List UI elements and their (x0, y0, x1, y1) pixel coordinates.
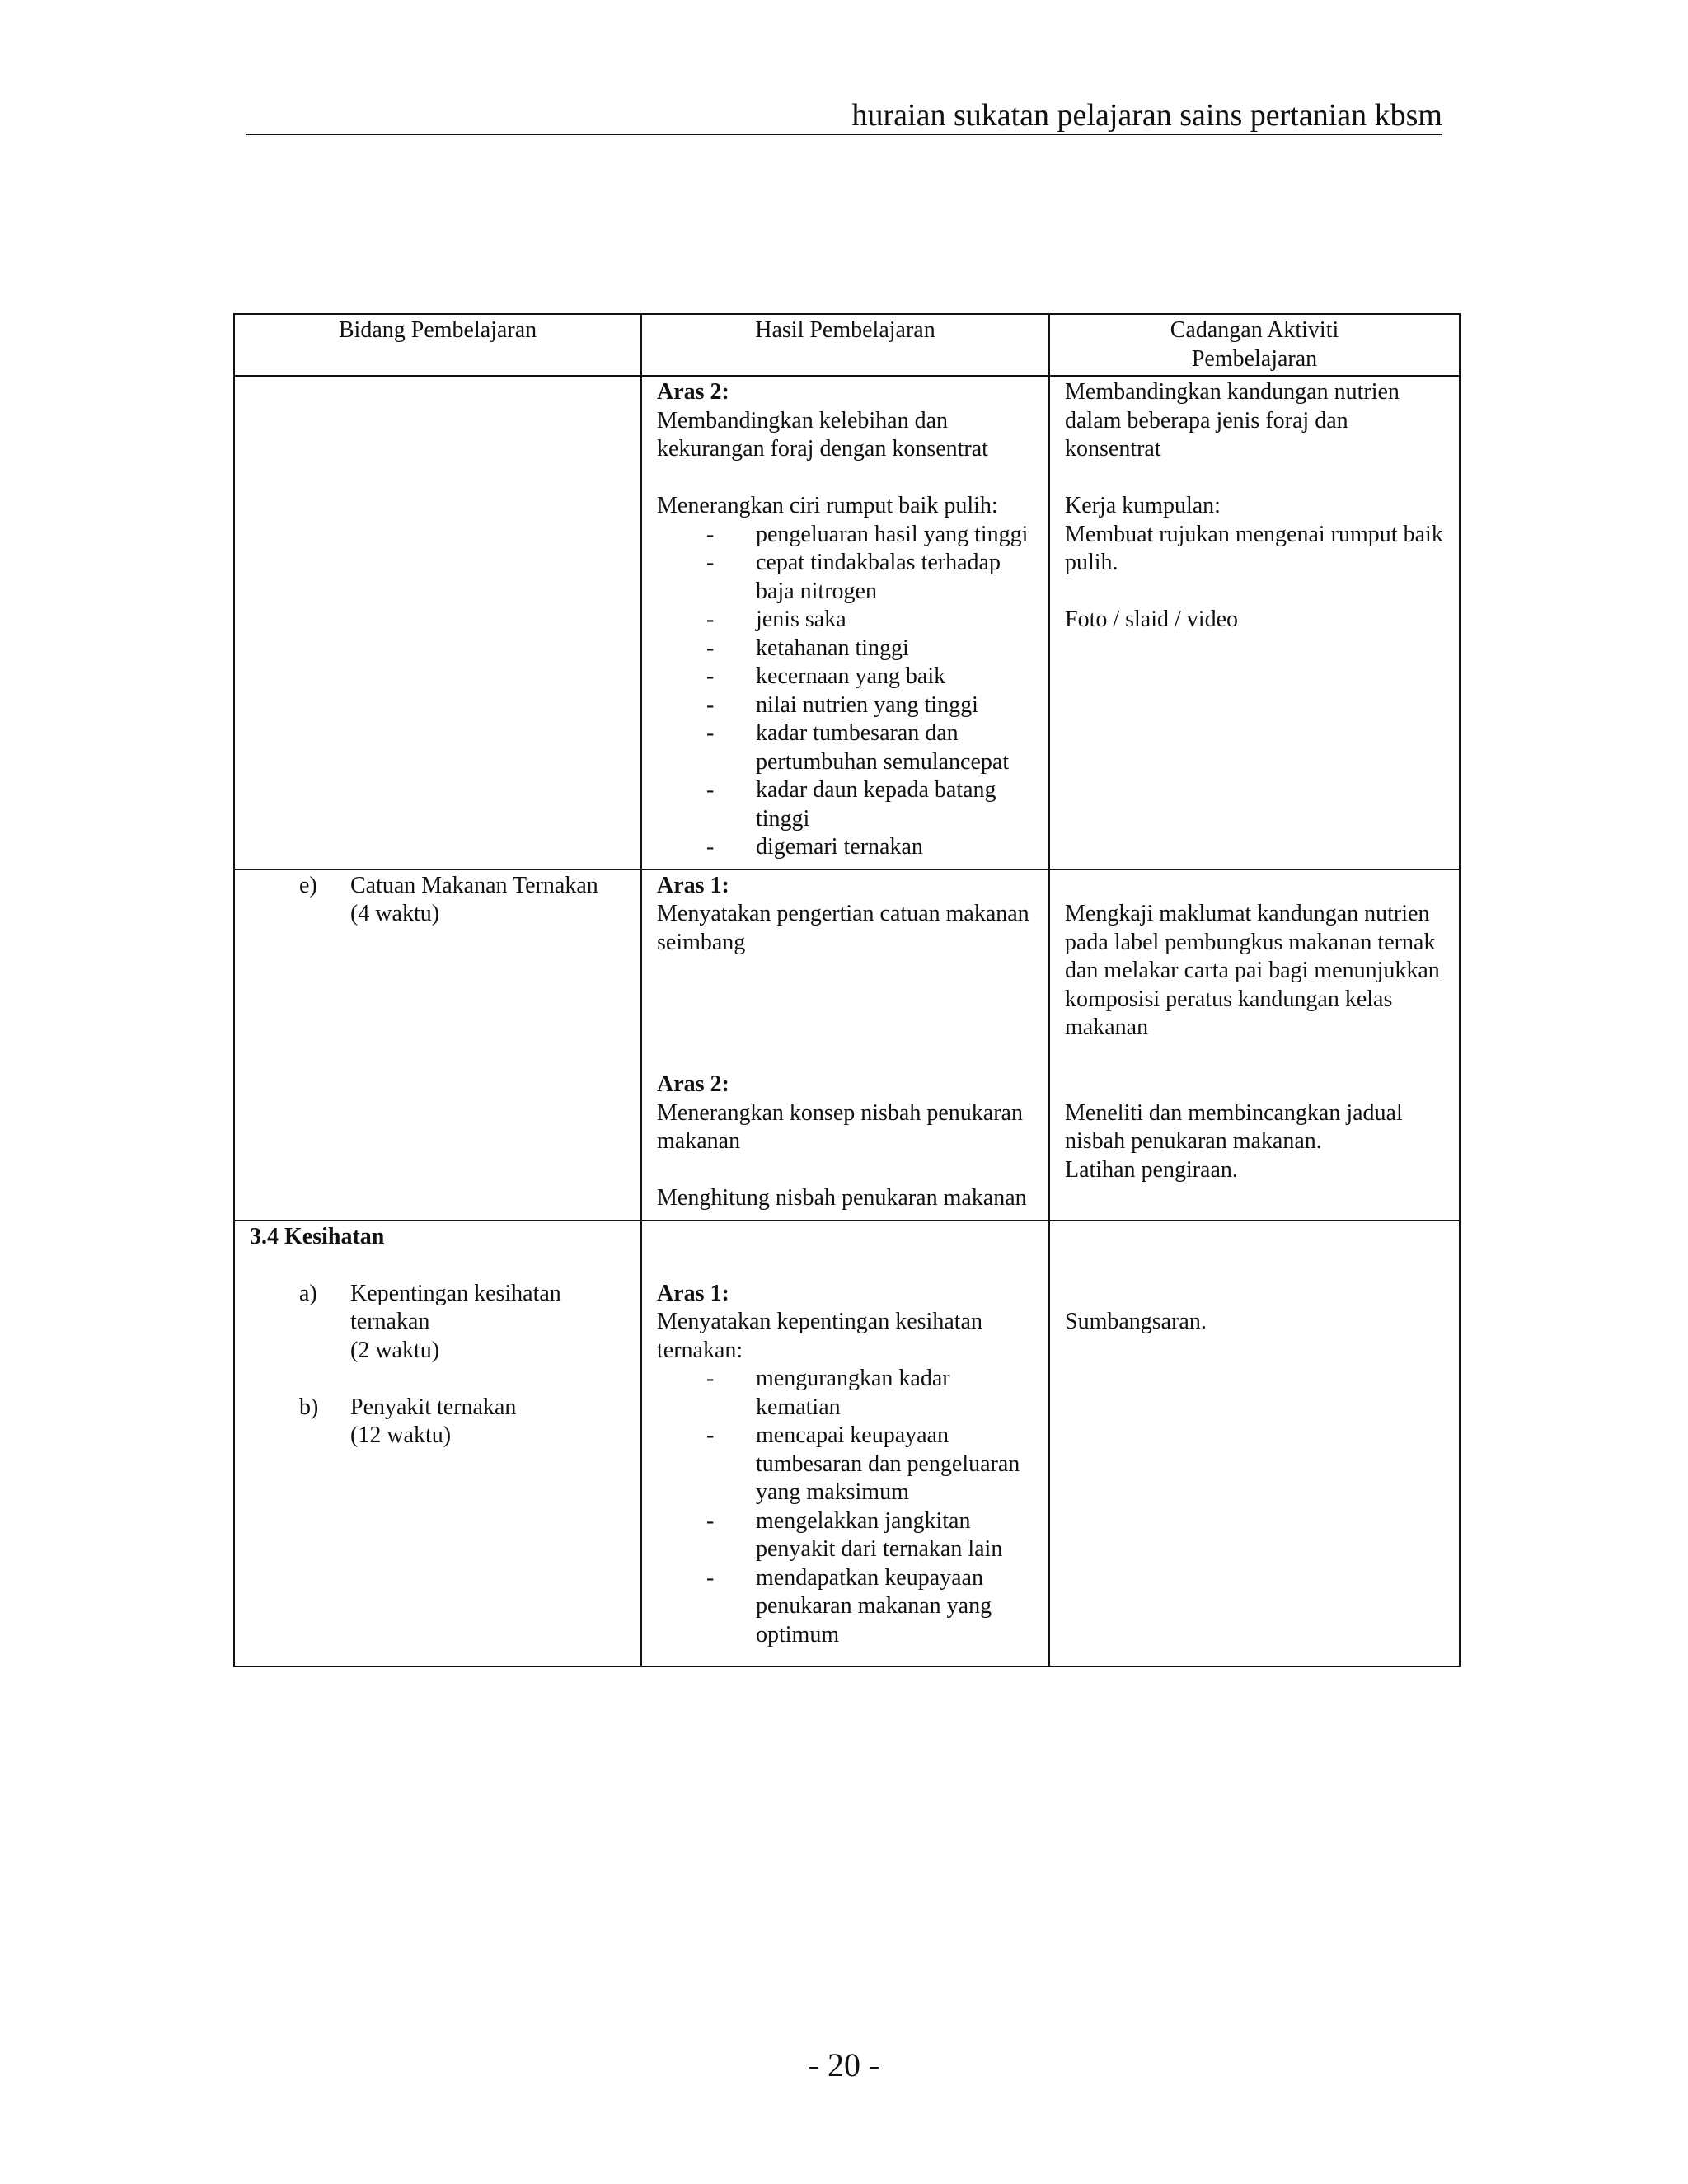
list-item: - jenis saka (657, 606, 1034, 635)
page-header (246, 97, 1442, 135)
topic-marker: b) (299, 1394, 319, 1420)
aras-label: Aras 2: (657, 1071, 729, 1097)
list-item: - mengurangkan kadar kematian (657, 1365, 1034, 1422)
list-item: - cepat tindakbalas terhadap baja nitrogen (657, 549, 1034, 606)
column-header-bidang: Bidang Pembelajaran (234, 314, 641, 376)
cell-hasil (641, 376, 1049, 869)
list-item: - kadar tumbesaran dan pertumbuhan semulancepat (657, 719, 1034, 776)
topic-time: (2 waktu) (350, 1337, 440, 1363)
aktiviti-text: Meneliti dan membincangkan jadual nisbah penukaran makanan. (1065, 1099, 1403, 1154)
table-header-row (234, 314, 1460, 376)
topic-marker: a) (299, 1280, 317, 1306)
topic-item (250, 872, 626, 929)
hasil-text: Menerangkan konsep nisbah penukaran makanan (657, 1099, 1023, 1154)
aktiviti-text: Mengkaji maklumat kandungan nutrien pada label pembungkus makanan ternak dan melakar carta pai bagi menunjukkan komposisi peratus kandungan kelas makanan (1065, 901, 1440, 1040)
cell-aktiviti (1049, 1221, 1460, 1667)
column-header-hasil: Hasil Pembelajaran (641, 314, 1049, 376)
cell-bidang (234, 376, 641, 869)
topic-title: Catuan Makanan Ternakan (350, 872, 598, 898)
aktiviti-text: Latihan pengiraan. (1065, 1156, 1238, 1183)
topic-item (250, 1394, 626, 1451)
topic-item (250, 1280, 626, 1366)
aktiviti-text: Membuat rujukan mengenai rumput baik pulih. (1065, 521, 1443, 575)
cell-bidang (234, 1221, 641, 1667)
cell-bidang (234, 869, 641, 1221)
topic-marker: e) (299, 872, 317, 898)
importance-list (657, 1365, 1034, 1649)
list-item: - digemari ternakan (657, 833, 1034, 862)
cell-aktiviti (1049, 869, 1460, 1221)
table-row (234, 376, 1460, 869)
criteria-list (657, 521, 1034, 862)
aktiviti-text: Membandingkan kandungan nutrien dalam beberapa jenis foraj dan konsentrat (1065, 379, 1400, 462)
list-item: - mendapatkan keupayaan penukaran makanan yang optimum (657, 1564, 1034, 1650)
hasil-text: Menerangkan ciri rumput baik pulih: (657, 493, 998, 518)
topic-title: Penyakit ternakan (350, 1394, 517, 1420)
list-item: - mencapai keupayaan tumbesaran dan pengeluaran yang maksimum (657, 1422, 1034, 1507)
list-item: - kadar daun kepada batang tinggi (657, 776, 1034, 833)
table-row (234, 869, 1460, 1221)
topic-time: (4 waktu) (350, 901, 440, 926)
hasil-text: Menyatakan kepentingan kesihatan ternakan: (657, 1309, 982, 1363)
aktiviti-text: Kerja kumpulan: (1065, 493, 1221, 518)
aras-label: Aras 1: (657, 872, 729, 898)
header-title: huraian sukatan pelajaran sains pertanian kbsm (851, 98, 1442, 133)
column-header-aktiviti: Cadangan Aktiviti Pembelajaran (1049, 314, 1460, 376)
table-row (234, 1221, 1460, 1667)
hasil-text: Menghitung nisbah penukaran makanan (657, 1185, 1027, 1211)
list-item: - mengelakkan jangkitan penyakit dari ternakan lain (657, 1507, 1034, 1564)
cell-hasil (641, 1221, 1049, 1667)
list-item: - pengeluaran hasil yang tinggi (657, 521, 1034, 550)
hasil-text: Membandingkan kelebihan dan kekurangan foraj dengan konsentrat (657, 407, 988, 462)
syllabus-table (233, 313, 1461, 1667)
cell-aktiviti (1049, 376, 1460, 869)
aktiviti-text: Foto / slaid / video (1065, 607, 1238, 632)
list-item: - kecernaan yang baik (657, 663, 1034, 691)
list-item: - nilai nutrien yang tinggi (657, 691, 1034, 720)
aras-label: Aras 2: (657, 379, 729, 405)
topic-title: Kepentingan kesihatan ternakan (350, 1280, 561, 1334)
aras-label: Aras 1: (657, 1280, 729, 1306)
cell-hasil (641, 869, 1049, 1221)
topic-time: (12 waktu) (350, 1422, 452, 1448)
section-heading: 3.4 Kesihatan (250, 1223, 385, 1249)
list-item: - ketahanan tinggi (657, 635, 1034, 663)
page-number: - 20 - (808, 2046, 880, 2083)
aktiviti-text: Sumbangsaran. (1065, 1309, 1207, 1334)
hasil-text: Menyatakan pengertian catuan makanan seimbang (657, 901, 1029, 955)
